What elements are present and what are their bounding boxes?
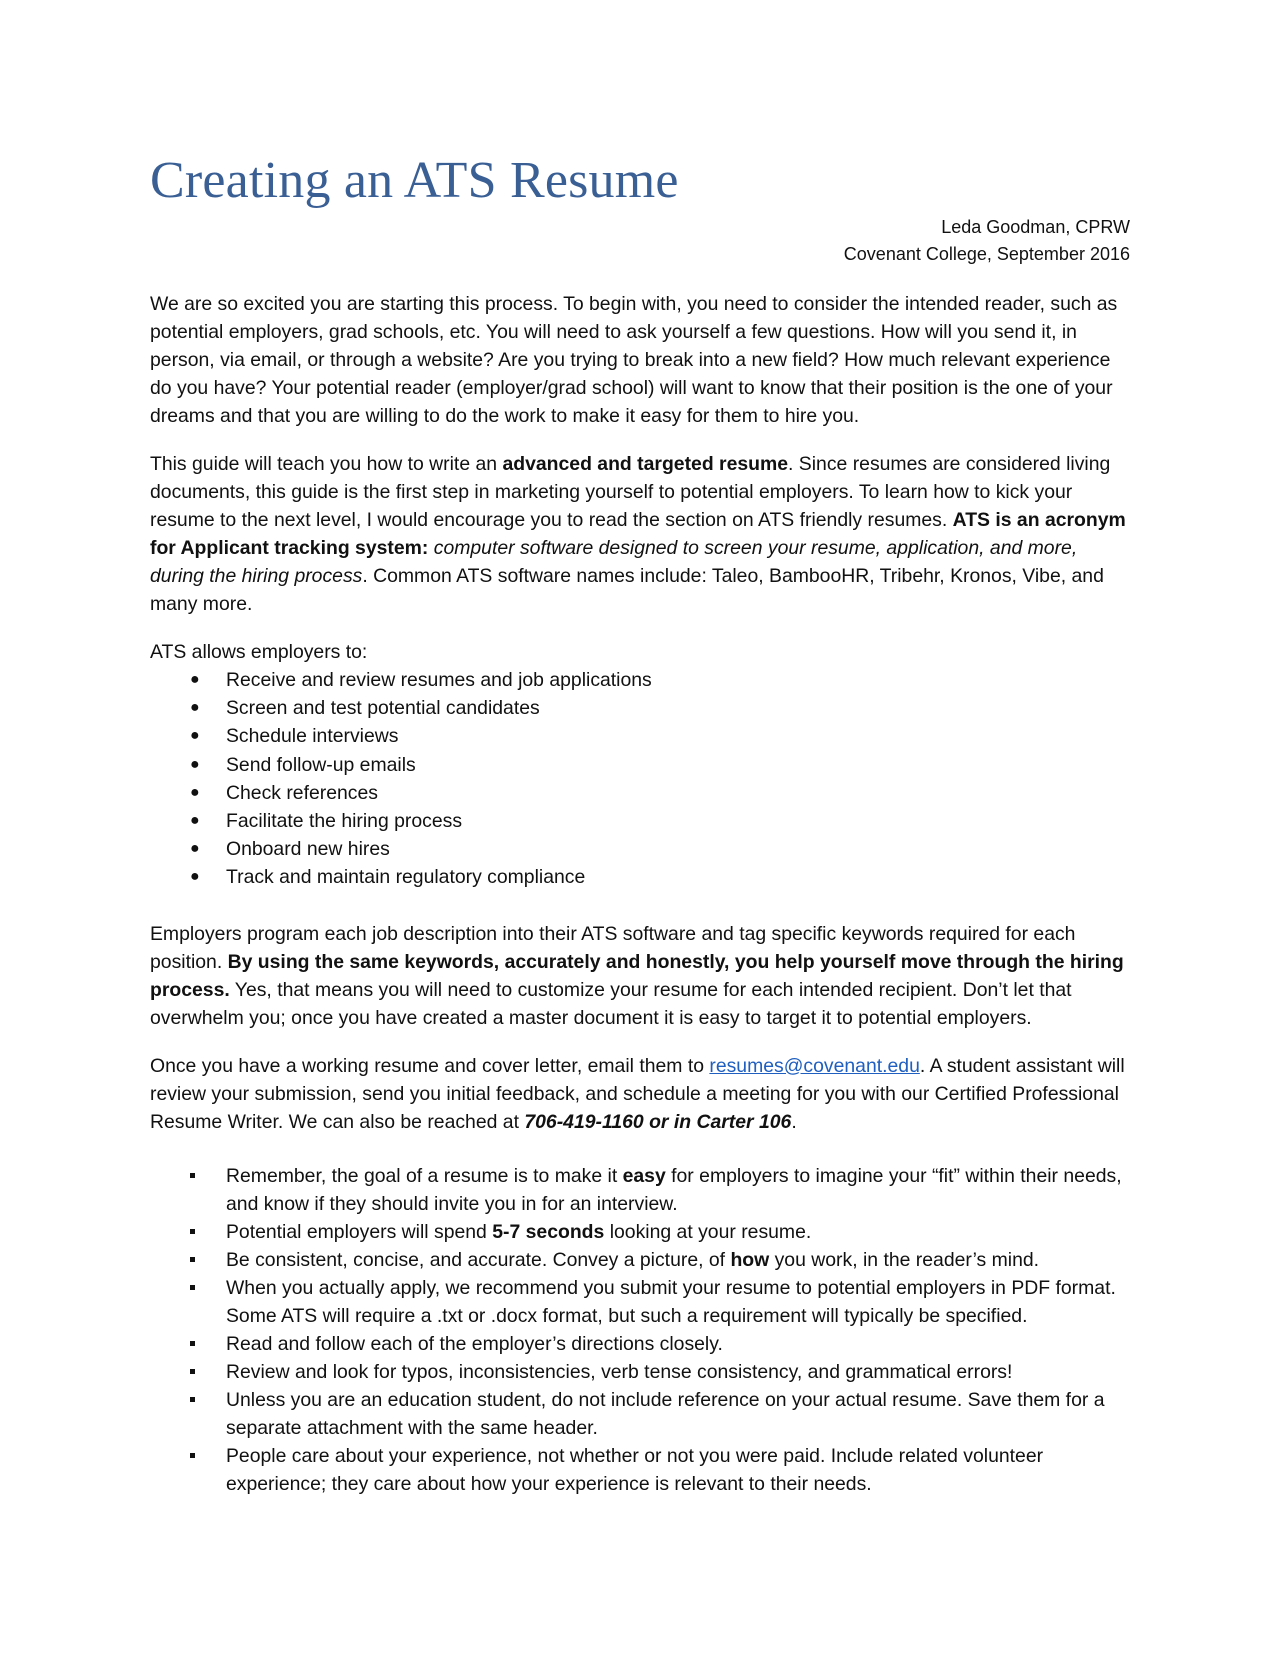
tip-text: People care about your experience, not whether or not you were paid. Include related volunteer experience; they care about how your experience is relevant to their needs.: [226, 1444, 1044, 1495]
list-item: [150, 1246, 1130, 1274]
list-item: [150, 863, 1130, 891]
contact-phone-location: 706-419-1160 or in Carter 106: [524, 1110, 792, 1133]
list-item: [150, 751, 1130, 779]
list-item: [150, 722, 1130, 750]
list-item: [150, 1274, 1130, 1330]
list-item: [150, 666, 1130, 694]
bullet-icon: ●: [190, 727, 200, 745]
tip-bold: easy: [622, 1164, 666, 1187]
ats-definition: computer software designed to screen your resume, application, and more, during the hiring process: [150, 537, 1078, 587]
ats-definition-term: ATS is an acronym for Applicant tracking system:: [150, 509, 1126, 559]
tip-text: Be consistent, concise, and accurate. Convey a picture, of: [226, 1248, 731, 1271]
ats-list-intro: ATS allows employers to:: [150, 641, 368, 663]
list-item-text: Receive and review resumes and job applications: [226, 669, 652, 691]
bullet-icon: ●: [190, 840, 200, 858]
keywords-bold: By using the same keywords, accurately and honestly, you help yourself move through the hiring process.: [150, 950, 1124, 1001]
list-item-text: Check references: [226, 781, 378, 804]
tip-text: for employers to imagine your “fit” within their needs, and know if they should invite you in for an interview.: [226, 1164, 1122, 1215]
keywords-text-2: Yes, that means you will need to customize your resume for each intended recipient. Don’t let that overwhelm you; once you have created a master document it is easy to target it to potential employers.: [150, 978, 1072, 1029]
document-page: [150, 150, 1130, 1498]
square-bullet-icon: [190, 1369, 195, 1374]
contact-text-2: . A student assistant will review your submission, send you initial feedback, and schedule a meeting for you with our Certified Professional Resume Writer. We can also be reached at: [150, 1054, 1125, 1133]
contact-text-3: .: [791, 1110, 797, 1133]
list-item: [150, 1162, 1130, 1218]
list-item-text: Screen and test potential candidates: [226, 697, 540, 720]
author-affiliation: Covenant College, September 2016: [843, 244, 1130, 264]
list-item: [150, 835, 1130, 863]
square-bullet-icon: [190, 1341, 195, 1346]
list-item: [150, 807, 1130, 835]
intro-paragraph: We are so excited you are starting this process. To begin with, you need to consider the intended reader, such as potential employers, grad schools, etc. You will need to ask yourself a few questions. How will you send it, in person, via email, or through a website? Are you trying to break into a new field? How much relevant experience do you have? Your potential reader (employer/grad school) will want to know that their position is the one of your dreams and that you are willing to do the work to make it easy for them to hire you.: [150, 293, 1118, 427]
byline: [150, 214, 1130, 268]
square-bullet-icon: [190, 1285, 195, 1290]
list-item-text: Send follow-up emails: [226, 753, 416, 776]
list-item: [150, 1330, 1130, 1358]
list-item: [150, 1386, 1130, 1442]
guide-bold-1: advanced and targeted resume: [502, 453, 789, 475]
tip-text: Unless you are an education student, do not include reference on your actual resume. Save them for a separate attachment with the same header.: [226, 1388, 1105, 1439]
author-name: Leda Goodman, CPRW: [941, 217, 1130, 237]
tip-text: Read and follow each of the employer’s directions closely.: [226, 1332, 723, 1355]
contact-text-1: Once you have a working resume and cover letter, email them to: [150, 1054, 710, 1077]
bullet-icon: ●: [190, 783, 200, 801]
guide-text-2: . Since resumes are considered living documents, this guide is the first step in marketing yourself to potential employers. To learn how to kick your resume to the next level, I would encourage you to read the section on ATS friendly resumes.: [150, 453, 1111, 531]
bullet-icon: ●: [190, 671, 200, 688]
square-bullet-icon: [190, 1397, 195, 1402]
square-bullet-icon: [190, 1173, 195, 1178]
bullet-icon: ●: [190, 755, 200, 773]
list-item-text: Schedule interviews: [226, 725, 399, 748]
tip-text: looking at your resume.: [604, 1220, 812, 1243]
ats-feature-list: [150, 666, 1130, 892]
list-item: [150, 694, 1130, 722]
guide-text-1: This guide will teach you how to write an: [150, 453, 503, 475]
bullet-icon: ●: [190, 868, 200, 886]
bullet-icon: ●: [190, 699, 200, 717]
tip-text: Review and look for typos, inconsistencies, verb tense consistency, and grammatical errors!: [226, 1360, 1013, 1383]
tip-bold: how: [730, 1248, 770, 1271]
email-link[interactable]: resumes@covenant.edu: [709, 1054, 920, 1077]
list-item: [150, 1442, 1130, 1498]
list-item-text: Facilitate the hiring process: [226, 810, 463, 833]
guide-text-4: . Common ATS software names include: Taleo, BambooHR, Tribehr, Kronos, Vibe, and many more.: [150, 565, 1104, 615]
tip-text: Remember, the goal of a resume is to make it: [226, 1164, 623, 1187]
document-title: Creating an ATS Resume: [150, 152, 679, 209]
list-item: [150, 1218, 1130, 1246]
keywords-text-1: Employers program each job description into their ATS software and tag specific keywords required for each position.: [150, 922, 1076, 973]
resume-tips-list: [150, 1162, 1130, 1498]
tip-text: When you actually apply, we recommend you submit your resume to potential employers in PDF format. Some ATS will require a .txt or .docx format, but such a requirement will typically be specified.: [226, 1276, 1116, 1327]
guide-paragraph: [150, 450, 1130, 618]
square-bullet-icon: [190, 1229, 195, 1234]
bullet-icon: ●: [190, 812, 200, 830]
tip-text: Potential employers will spend: [226, 1220, 493, 1243]
contact-paragraph: [150, 1052, 1130, 1136]
tip-text: you work, in the reader’s mind.: [769, 1248, 1040, 1271]
list-item: [150, 1358, 1130, 1386]
tip-bold: 5-7 seconds: [492, 1220, 605, 1243]
list-item: [150, 779, 1130, 807]
keywords-paragraph: [150, 920, 1130, 1032]
list-item-text: Onboard new hires: [226, 838, 390, 861]
list-item-text: Track and maintain regulatory compliance: [226, 866, 586, 889]
square-bullet-icon: [190, 1257, 195, 1262]
square-bullet-icon: [190, 1453, 195, 1458]
